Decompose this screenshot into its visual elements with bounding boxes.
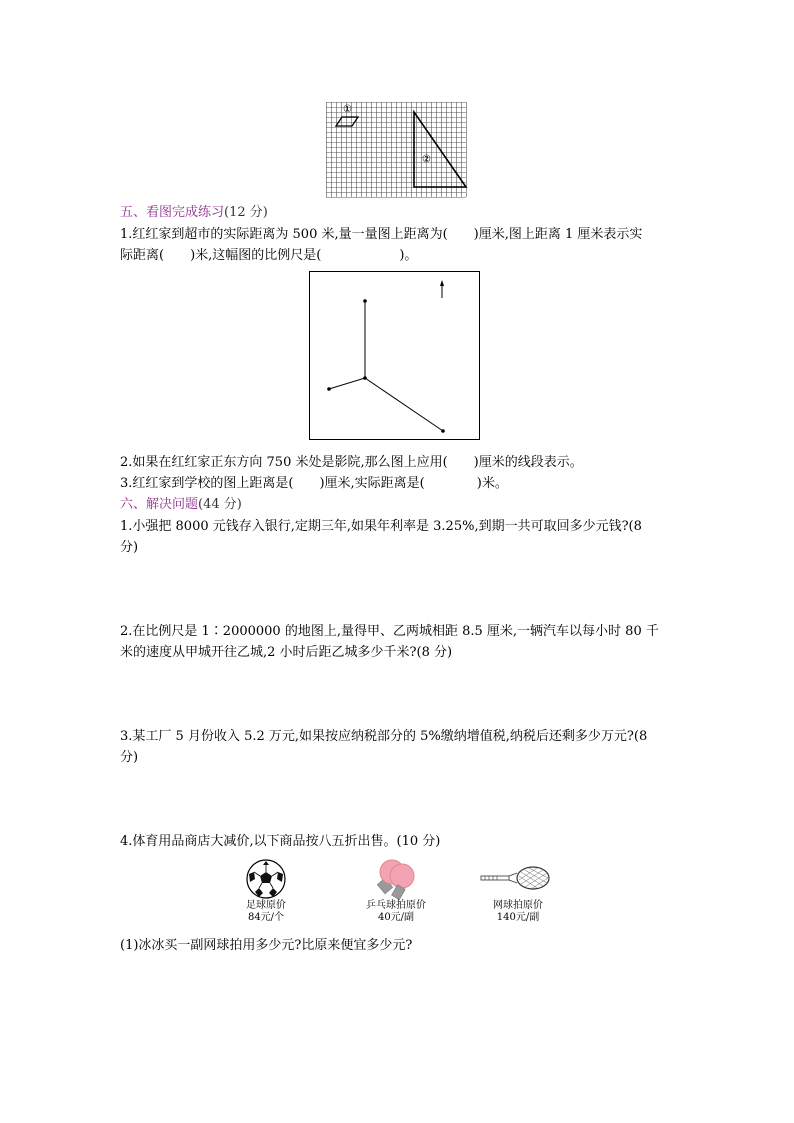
route-to-school: [365, 378, 443, 431]
question-6-2-line-1: 2.在比例尺是 1∶2000000 的地图上,量得甲、乙两城相距 8.5 厘米,一辆汽车以每小时 80 千: [120, 624, 659, 639]
question-5-3: 3.红红家到学校的图上距离是( )厘米,实际距离是( )米。: [120, 476, 508, 491]
question-5-1-line-2: 际距离( )米,这幅图的比例尺是( )。: [120, 248, 418, 263]
north-arrow-icon: [440, 280, 444, 298]
tennis-racket-icon: [479, 864, 551, 892]
ping-pong-paddle-name: 乒乓球拍原价: [366, 900, 426, 911]
section-5-points: (12 分): [224, 205, 268, 220]
question-6-4-sub-1: (1)冰冰买一副网球拍用多少元?比原来便宜多少元?: [120, 938, 413, 953]
question-5-2: 2.如果在红红家正东方向 750 米处是影院,那么图上应用( )厘米的线段表示。: [120, 455, 583, 470]
section-6-title: 六、解决问题: [120, 497, 199, 512]
product-soccer-ball: [221, 858, 311, 928]
question-6-3-line-1: 3.某工厂 5 月份收入 5.2 万元,如果按应纳税部分的 5%缴纳增值税,纳税后还剩多少万元?(8: [120, 729, 648, 744]
tennis-racket-name: 网球拍原价: [493, 900, 543, 911]
point-west: [327, 387, 331, 391]
ping-pong-paddle-price: 40元/副: [377, 912, 415, 923]
question-5-1-line-1: 1.红红家到超市的实际距离为 500 米,量一量图上距离为( )厘米,图上距离 1 厘米表示实: [120, 227, 643, 242]
section-6-points: (44 分): [198, 497, 242, 512]
soccer-ball-name: 足球原价: [246, 900, 286, 911]
point-north: [363, 299, 367, 303]
question-6-1-line-2: 分): [120, 540, 139, 555]
route-west: [329, 378, 365, 389]
shape-1-label: ①: [343, 104, 352, 115]
shape-2-label: ②: [422, 154, 431, 165]
product-tennis-racket: [473, 858, 563, 928]
grid-figure: [326, 102, 468, 198]
map-figure: [309, 271, 481, 441]
grid-lines: [326, 102, 467, 198]
soccer-ball-price: 84元/个: [247, 912, 285, 923]
section-6-heading: [120, 494, 242, 515]
soccer-ball-icon: [245, 858, 287, 900]
shape-1-parallelogram: [336, 117, 358, 126]
question-6-4: 4.体育用品商店大减价,以下商品按八五折出售。(10 分): [120, 834, 441, 849]
point-southeast: [441, 429, 445, 433]
ping-pong-paddle-icon: [370, 858, 418, 900]
section-5-heading: [120, 202, 268, 223]
map-frame: [310, 272, 480, 440]
point-home: [363, 376, 367, 380]
product-ping-pong-paddle: [346, 858, 436, 928]
section-5-title: 五、看图完成练习: [120, 205, 225, 220]
tennis-racket-price: 140元/副: [496, 912, 540, 923]
question-6-3-line-2: 分): [120, 750, 139, 765]
question-6-2-line-2: 米的速度从甲城开往乙城,2 小时后距乙城多少千米?(8 分): [120, 645, 453, 660]
question-6-1-line-1: 1.小强把 8000 元钱存入银行,定期三年,如果年利率是 3.25%,到期一共可取回多少元钱?(8: [120, 519, 642, 534]
